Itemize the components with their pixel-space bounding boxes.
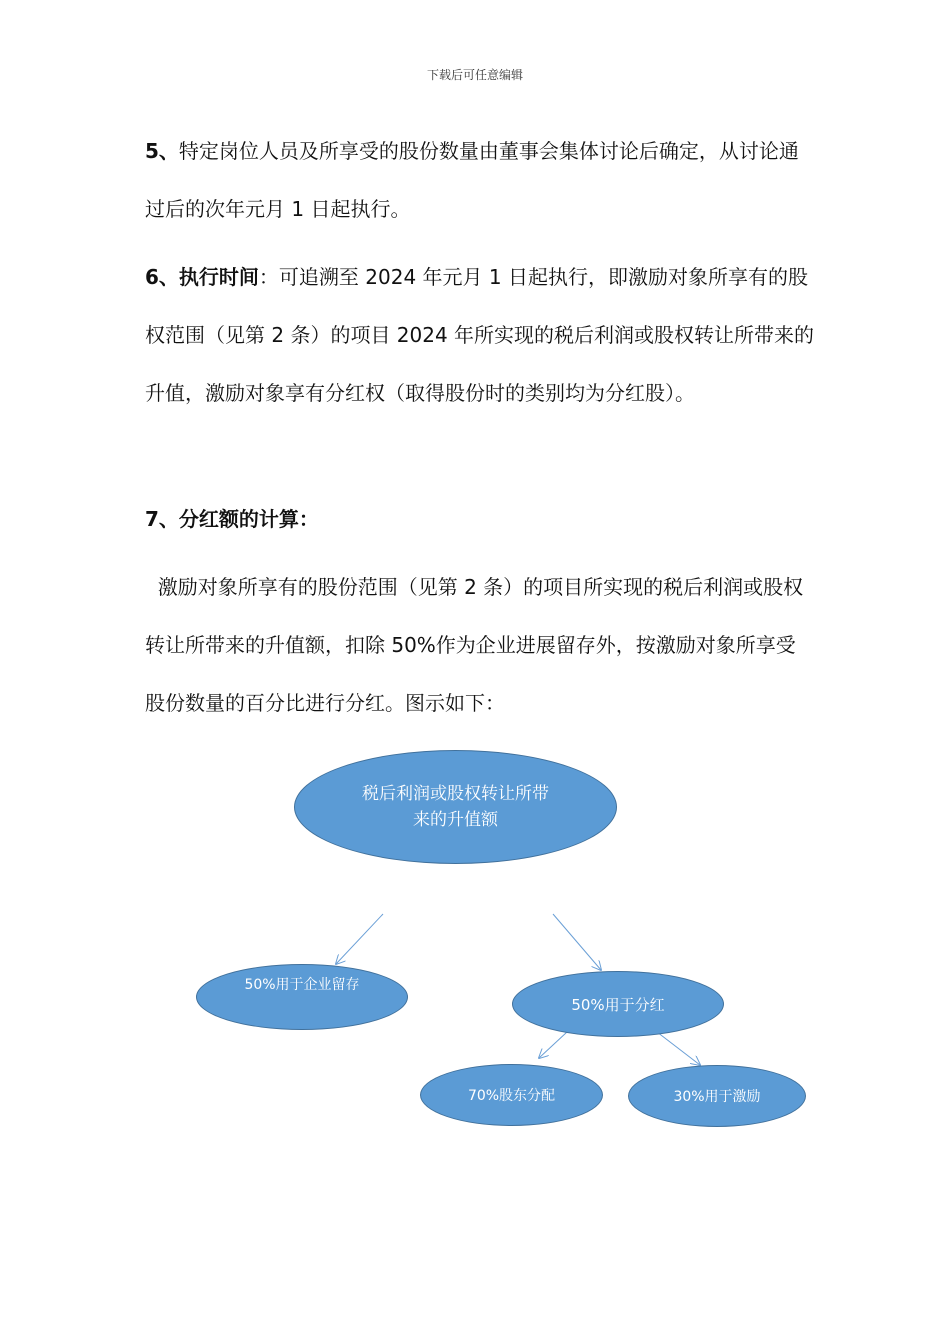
paragraph-7-heading: 7、分红额的计算： [145, 507, 319, 531]
arrow-root-to-dividend [553, 914, 601, 970]
paragraph-6-heading: 6、执行时间 [145, 265, 259, 289]
node-shareholder-70 [420, 1064, 603, 1126]
node-incentive-30-label: 30%用于激励 [673, 1089, 761, 1105]
paragraph-5 [145, 122, 815, 238]
node-retained-50-label: 50%用于企业留存 [244, 977, 360, 993]
paragraph-8 [145, 558, 815, 732]
dividend-flow-diagram [0, 740, 950, 1160]
node-after-tax-profit-label: 税后利润或股权转让所带来的升值额 [362, 784, 549, 830]
paragraph-5-text: 特定岗位人员及所享受的股份数量由董事会集体讨论后确定，从讨论通过后的次年元月 1 日起执行。 [145, 139, 799, 221]
node-after-tax-profit [294, 750, 617, 864]
paragraph-6-text: ：可追溯至 2024 年元月 1 日起执行，即激励对象所享有的股权范围（见第 2 条）的项目 2024 年所实现的税后利润或股权转让所带来的升值，激励对象享有分红权（取得股份时的类别均为分红股）。 [145, 265, 815, 405]
paragraph-5-number: 5、 [145, 139, 179, 163]
node-incentive-30 [628, 1065, 806, 1127]
paragraph-8-text: 激励对象所享有的股份范围（见第 2 条）的项目所实现的税后利润或股权转让所带来的升值额，扣除 50%作为企业进展留存外，按激励对象所享受股份数量的百分比进行分红。图示如下： [145, 575, 804, 715]
paragraph-6 [145, 248, 815, 422]
arrow-dividend-to-share [539, 1032, 567, 1058]
node-dividend-50 [512, 971, 724, 1037]
arrow-dividend-to-incentive [657, 1032, 700, 1065]
paragraph-7 [145, 490, 815, 548]
node-dividend-50-label: 50%用于分红 [571, 995, 665, 1014]
node-retained-50 [196, 964, 408, 1030]
page-header: 下载后可任意编辑 [426, 68, 523, 82]
node-shareholder-70-label: 70%股东分配 [467, 1088, 556, 1104]
arrow-root-to-retain [336, 914, 383, 964]
